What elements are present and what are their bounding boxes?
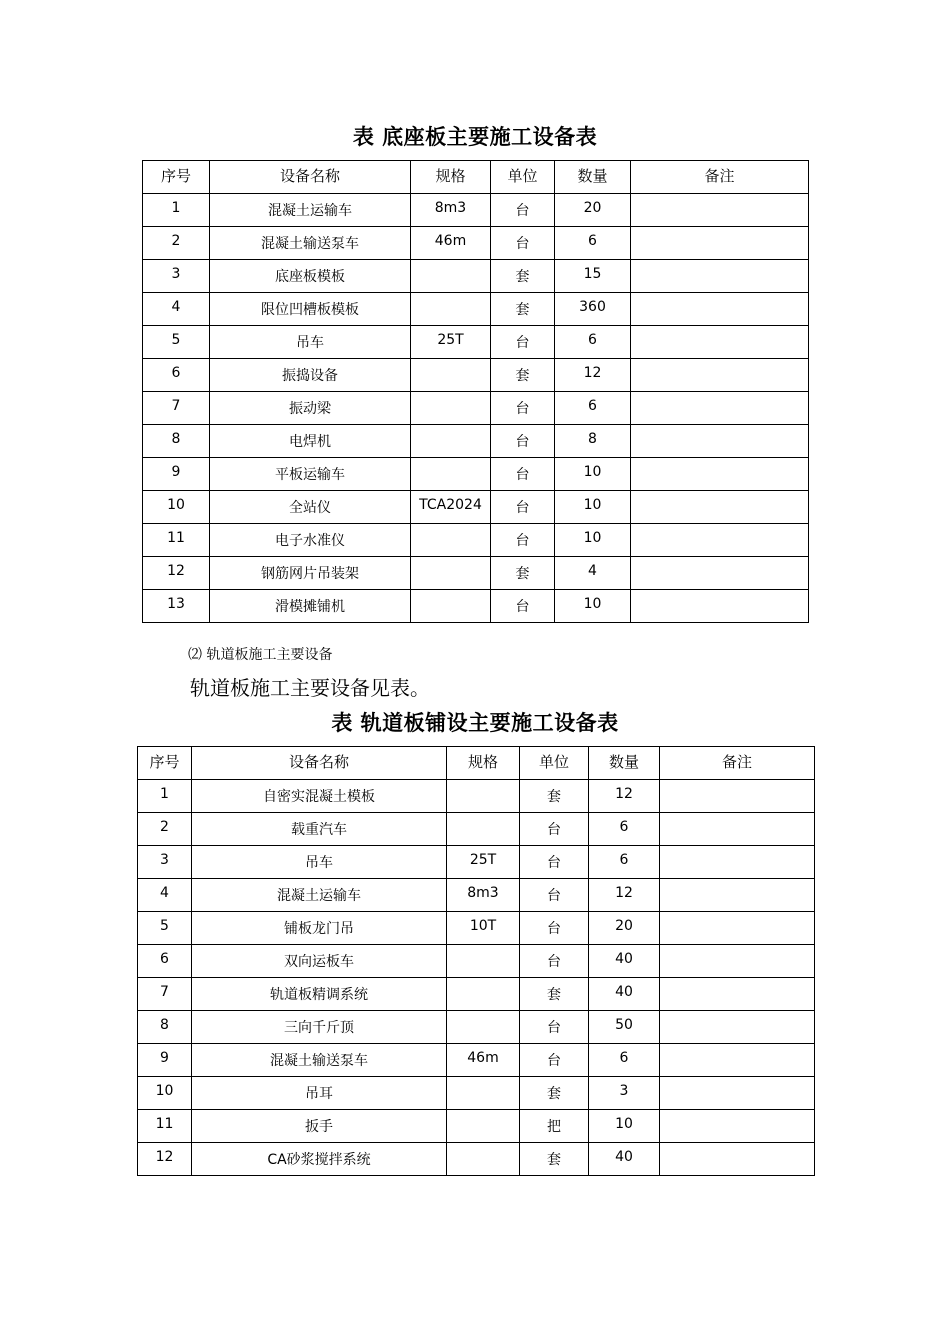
cell-name: 载重汽车 bbox=[192, 813, 447, 846]
cell-index: 4 bbox=[143, 293, 210, 326]
cell-remark bbox=[660, 1110, 815, 1143]
cell-index: 9 bbox=[143, 458, 210, 491]
cell-spec bbox=[411, 524, 491, 557]
header-unit: 单位 bbox=[520, 747, 589, 780]
cell-remark bbox=[631, 227, 809, 260]
cell-index: 12 bbox=[143, 557, 210, 590]
header-remark: 备注 bbox=[660, 747, 815, 780]
cell-remark bbox=[660, 879, 815, 912]
cell-qty: 8 bbox=[555, 425, 631, 458]
cell-spec: 25T bbox=[411, 326, 491, 359]
cell-qty: 4 bbox=[555, 557, 631, 590]
paragraph: 轨道板施工主要设备见表。 bbox=[190, 676, 430, 700]
header-name: 设备名称 bbox=[210, 161, 411, 194]
cell-name: 吊车 bbox=[210, 326, 411, 359]
header-row bbox=[138, 747, 815, 780]
header-unit: 单位 bbox=[491, 161, 555, 194]
cell-name: 全站仪 bbox=[210, 491, 411, 524]
cell-unit: 台 bbox=[491, 524, 555, 557]
cell-spec: 10T bbox=[447, 912, 520, 945]
table-row bbox=[138, 1011, 815, 1044]
cell-name: 三向千斤顶 bbox=[192, 1011, 447, 1044]
cell-name: 铺板龙门吊 bbox=[192, 912, 447, 945]
cell-index: 6 bbox=[143, 359, 210, 392]
cell-spec: 46m bbox=[447, 1044, 520, 1077]
cell-qty: 10 bbox=[555, 524, 631, 557]
cell-remark bbox=[631, 293, 809, 326]
cell-index: 7 bbox=[143, 392, 210, 425]
cell-qty: 12 bbox=[589, 879, 660, 912]
cell-qty: 3 bbox=[589, 1077, 660, 1110]
table-row bbox=[138, 1044, 815, 1077]
cell-index: 5 bbox=[143, 326, 210, 359]
header-row bbox=[143, 161, 809, 194]
cell-remark bbox=[631, 194, 809, 227]
cell-index: 1 bbox=[138, 780, 192, 813]
header-index: 序号 bbox=[143, 161, 210, 194]
cell-qty: 20 bbox=[589, 912, 660, 945]
cell-index: 2 bbox=[138, 813, 192, 846]
cell-remark bbox=[660, 813, 815, 846]
cell-unit: 台 bbox=[520, 1011, 589, 1044]
table-row bbox=[143, 293, 809, 326]
cell-qty: 6 bbox=[555, 227, 631, 260]
cell-name: 电子水准仪 bbox=[210, 524, 411, 557]
table-row bbox=[138, 780, 815, 813]
cell-remark bbox=[660, 1143, 815, 1176]
cell-name: 混凝土输送泵车 bbox=[192, 1044, 447, 1077]
cell-remark bbox=[660, 978, 815, 1011]
cell-qty: 10 bbox=[589, 1110, 660, 1143]
table-row bbox=[143, 590, 809, 623]
cell-qty: 12 bbox=[589, 780, 660, 813]
cell-spec bbox=[411, 557, 491, 590]
cell-unit: 台 bbox=[491, 491, 555, 524]
cell-spec: 46m bbox=[411, 227, 491, 260]
cell-remark bbox=[631, 392, 809, 425]
cell-unit: 台 bbox=[491, 590, 555, 623]
cell-spec bbox=[447, 780, 520, 813]
cell-name: 振捣设备 bbox=[210, 359, 411, 392]
cell-unit: 台 bbox=[491, 425, 555, 458]
cell-unit: 套 bbox=[520, 780, 589, 813]
cell-name: 自密实混凝土模板 bbox=[192, 780, 447, 813]
cell-remark bbox=[631, 590, 809, 623]
cell-index: 11 bbox=[138, 1110, 192, 1143]
table-row bbox=[143, 359, 809, 392]
table-row bbox=[143, 524, 809, 557]
table-row bbox=[143, 260, 809, 293]
cell-unit: 套 bbox=[491, 293, 555, 326]
header-qty: 数量 bbox=[555, 161, 631, 194]
table-row bbox=[143, 194, 809, 227]
cell-index: 4 bbox=[138, 879, 192, 912]
header-index: 序号 bbox=[138, 747, 192, 780]
cell-spec bbox=[447, 1011, 520, 1044]
cell-spec: 8m3 bbox=[447, 879, 520, 912]
cell-qty: 40 bbox=[589, 978, 660, 1011]
cell-index: 8 bbox=[138, 1011, 192, 1044]
cell-unit: 台 bbox=[491, 194, 555, 227]
cell-name: 钢筋网片吊装架 bbox=[210, 557, 411, 590]
cell-unit: 台 bbox=[520, 1044, 589, 1077]
cell-name: 限位凹槽板模板 bbox=[210, 293, 411, 326]
table-row bbox=[138, 1110, 815, 1143]
table-row bbox=[143, 326, 809, 359]
cell-unit: 套 bbox=[491, 359, 555, 392]
cell-qty: 20 bbox=[555, 194, 631, 227]
cell-spec bbox=[447, 1143, 520, 1176]
table-row bbox=[143, 425, 809, 458]
cell-remark bbox=[660, 780, 815, 813]
cell-index: 10 bbox=[143, 491, 210, 524]
table-row bbox=[138, 945, 815, 978]
cell-index: 12 bbox=[138, 1143, 192, 1176]
cell-name: 振动梁 bbox=[210, 392, 411, 425]
cell-unit: 套 bbox=[491, 260, 555, 293]
table1 bbox=[142, 160, 809, 623]
cell-remark bbox=[660, 846, 815, 879]
cell-index: 13 bbox=[143, 590, 210, 623]
cell-remark bbox=[660, 1011, 815, 1044]
cell-remark bbox=[631, 458, 809, 491]
cell-remark bbox=[660, 912, 815, 945]
cell-spec bbox=[447, 978, 520, 1011]
cell-unit: 套 bbox=[520, 1077, 589, 1110]
cell-unit: 台 bbox=[491, 227, 555, 260]
table-row bbox=[138, 846, 815, 879]
cell-unit: 套 bbox=[491, 557, 555, 590]
cell-index: 3 bbox=[143, 260, 210, 293]
cell-unit: 台 bbox=[520, 912, 589, 945]
cell-name: 混凝土运输车 bbox=[192, 879, 447, 912]
table1-title: 表 底座板主要施工设备表 bbox=[352, 125, 598, 149]
cell-name: 轨道板精调系统 bbox=[192, 978, 447, 1011]
cell-index: 9 bbox=[138, 1044, 192, 1077]
cell-spec bbox=[411, 590, 491, 623]
header-qty: 数量 bbox=[589, 747, 660, 780]
cell-qty: 10 bbox=[555, 590, 631, 623]
cell-spec bbox=[411, 392, 491, 425]
cell-unit: 套 bbox=[520, 978, 589, 1011]
table-row bbox=[138, 912, 815, 945]
cell-index: 3 bbox=[138, 846, 192, 879]
table2 bbox=[137, 746, 815, 1176]
cell-unit: 台 bbox=[520, 879, 589, 912]
cell-unit: 把 bbox=[520, 1110, 589, 1143]
cell-qty: 15 bbox=[555, 260, 631, 293]
cell-remark bbox=[631, 425, 809, 458]
cell-remark bbox=[631, 491, 809, 524]
cell-remark bbox=[660, 1077, 815, 1110]
cell-index: 2 bbox=[143, 227, 210, 260]
cell-name: 吊耳 bbox=[192, 1077, 447, 1110]
cell-remark bbox=[631, 557, 809, 590]
section-note: ⑵ 轨道板施工主要设备 bbox=[188, 647, 333, 663]
cell-spec bbox=[411, 260, 491, 293]
cell-unit: 套 bbox=[520, 1143, 589, 1176]
cell-unit: 台 bbox=[520, 945, 589, 978]
cell-unit: 台 bbox=[491, 458, 555, 491]
header-remark: 备注 bbox=[631, 161, 809, 194]
cell-spec bbox=[411, 359, 491, 392]
cell-qty: 6 bbox=[555, 326, 631, 359]
cell-unit: 台 bbox=[520, 846, 589, 879]
cell-index: 8 bbox=[143, 425, 210, 458]
cell-qty: 360 bbox=[555, 293, 631, 326]
cell-qty: 40 bbox=[589, 945, 660, 978]
cell-remark bbox=[631, 326, 809, 359]
table-row bbox=[143, 227, 809, 260]
cell-spec: 8m3 bbox=[411, 194, 491, 227]
cell-spec bbox=[447, 813, 520, 846]
cell-index: 5 bbox=[138, 912, 192, 945]
table-row bbox=[143, 491, 809, 524]
cell-name: CA砂浆搅拌系统 bbox=[192, 1143, 447, 1176]
table-row bbox=[143, 392, 809, 425]
cell-name: 滑模摊铺机 bbox=[210, 590, 411, 623]
table-row bbox=[138, 978, 815, 1011]
header-name: 设备名称 bbox=[192, 747, 447, 780]
cell-remark bbox=[631, 260, 809, 293]
table-row bbox=[143, 458, 809, 491]
cell-qty: 6 bbox=[589, 1044, 660, 1077]
table-row bbox=[143, 557, 809, 590]
cell-unit: 台 bbox=[491, 326, 555, 359]
cell-qty: 50 bbox=[589, 1011, 660, 1044]
cell-index: 7 bbox=[138, 978, 192, 1011]
cell-index: 1 bbox=[143, 194, 210, 227]
cell-qty: 6 bbox=[589, 846, 660, 879]
cell-index: 11 bbox=[143, 524, 210, 557]
cell-spec bbox=[447, 1077, 520, 1110]
cell-spec bbox=[447, 1110, 520, 1143]
cell-remark bbox=[660, 945, 815, 978]
cell-spec bbox=[411, 425, 491, 458]
header-spec: 规格 bbox=[411, 161, 491, 194]
cell-qty: 6 bbox=[555, 392, 631, 425]
table-row bbox=[138, 813, 815, 846]
cell-qty: 6 bbox=[589, 813, 660, 846]
cell-spec bbox=[447, 945, 520, 978]
cell-name: 电焊机 bbox=[210, 425, 411, 458]
cell-index: 6 bbox=[138, 945, 192, 978]
cell-name: 混凝土输送泵车 bbox=[210, 227, 411, 260]
cell-spec bbox=[411, 293, 491, 326]
cell-remark bbox=[660, 1044, 815, 1077]
cell-name: 平板运输车 bbox=[210, 458, 411, 491]
cell-spec: TCA2024 bbox=[411, 491, 491, 524]
cell-spec: 25T bbox=[447, 846, 520, 879]
cell-qty: 10 bbox=[555, 458, 631, 491]
cell-name: 混凝土运输车 bbox=[210, 194, 411, 227]
header-spec: 规格 bbox=[447, 747, 520, 780]
cell-qty: 12 bbox=[555, 359, 631, 392]
cell-unit: 台 bbox=[491, 392, 555, 425]
cell-qty: 10 bbox=[555, 491, 631, 524]
table-row bbox=[138, 1077, 815, 1110]
cell-name: 吊车 bbox=[192, 846, 447, 879]
cell-remark bbox=[631, 359, 809, 392]
cell-name: 底座板模板 bbox=[210, 260, 411, 293]
cell-qty: 40 bbox=[589, 1143, 660, 1176]
cell-name: 双向运板车 bbox=[192, 945, 447, 978]
cell-remark bbox=[631, 524, 809, 557]
cell-name: 扳手 bbox=[192, 1110, 447, 1143]
table-row bbox=[138, 1143, 815, 1176]
table-row bbox=[138, 879, 815, 912]
table2-title: 表 轨道板铺设主要施工设备表 bbox=[331, 711, 619, 735]
cell-unit: 台 bbox=[520, 813, 589, 846]
cell-spec bbox=[411, 458, 491, 491]
cell-index: 10 bbox=[138, 1077, 192, 1110]
